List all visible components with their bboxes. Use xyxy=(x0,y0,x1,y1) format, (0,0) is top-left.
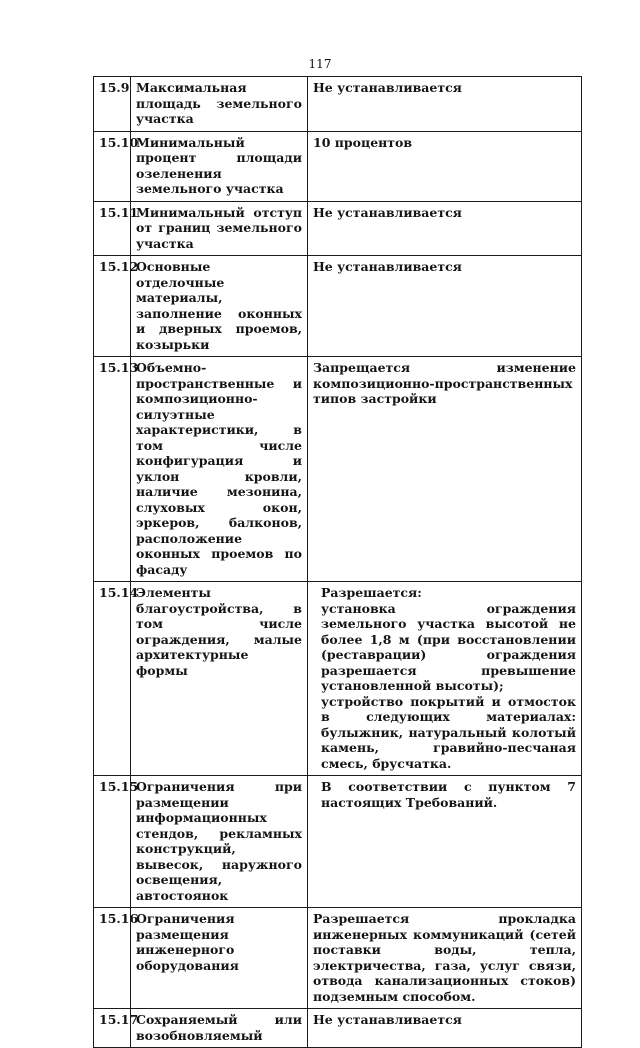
row-number: 15.11 xyxy=(94,201,131,256)
row-value xyxy=(308,776,582,908)
value-paragraph: В соответствии с пунктом 7 настоящих Требований. xyxy=(321,779,576,810)
table-row xyxy=(94,131,582,201)
row-number: 15.10 xyxy=(94,131,131,201)
row-parameter: Элементы благоустройства, в том числе ограждения, малые архитектурные формы xyxy=(131,582,308,776)
row-parameter: Объемно-пространственные и композиционно-силуэтные характеристики, в том числе конфигурация и уклон кровли, наличие мезонина, слуховых окон, эркеров, балконов, расположение оконных проемов по фасаду xyxy=(131,357,308,582)
row-value xyxy=(308,582,582,776)
table-row xyxy=(94,201,582,256)
value-paragraph: Разрешается прокладка инженерных коммуникаций (сетей поставки воды, тепла, электричества, газа, услуг связи, отвода канализационных стоков) подземным способом. xyxy=(313,911,576,1004)
value-paragraph: Разрешается: xyxy=(321,585,422,600)
value-paragraph: Не устанавливается xyxy=(313,80,462,95)
table-row xyxy=(94,908,582,1009)
row-value xyxy=(308,201,582,256)
row-value xyxy=(308,77,582,132)
row-parameter: Основные отделочные материалы, заполнение оконных и дверных проемов, козырьки xyxy=(131,256,308,357)
page-number: 117 xyxy=(308,57,332,71)
value-paragraph: устройство покрытий и отмосток в следующих материалах: булыжник, натуральный колотый камень, гравийно-песчаная смесь, брусчатка. xyxy=(321,693,576,771)
table-row xyxy=(94,1009,582,1048)
value-paragraph: 10 процентов xyxy=(313,134,413,150)
table-row xyxy=(94,256,582,357)
row-value xyxy=(308,1009,582,1048)
row-parameter: Сохраняемый или возобновляемый xyxy=(131,1009,308,1048)
row-parameter: Минимальный процент площади озеленения земельного участка xyxy=(131,131,308,201)
row-parameter: Ограничения размещения инженерного оборудования xyxy=(131,908,308,1009)
table-row xyxy=(94,357,582,582)
row-value xyxy=(308,131,582,201)
value-paragraph: установка ограждения земельного участка высотой не более 1,8 м (при восстановлении (реставрации) ограждения разрешается превышение установленной высоты); xyxy=(321,600,576,693)
row-number: 15.17 xyxy=(94,1009,131,1048)
row-value xyxy=(308,256,582,357)
table-row xyxy=(94,776,582,908)
value-paragraph: Не устанавливается xyxy=(313,259,462,274)
table-row xyxy=(94,582,582,776)
value-paragraph: Не устанавливается xyxy=(313,204,462,220)
row-value xyxy=(308,357,582,582)
requirements-table xyxy=(93,76,582,1048)
row-number: 15.13 xyxy=(94,357,131,582)
value-paragraph: Запрещается изменение композиционно-пространственных типов застройки xyxy=(313,360,576,406)
table-row xyxy=(94,77,582,132)
row-number: 15.14 xyxy=(94,582,131,776)
row-number: 15.9 xyxy=(94,77,131,132)
row-parameter: Ограничения при размещении информационных стендов, рекламных конструкций, вывесок, наружного освещения, автостоянок xyxy=(131,776,308,908)
row-number: 15.15 xyxy=(94,776,131,908)
row-number: 15.16 xyxy=(94,908,131,1009)
row-parameter: Максимальная площадь земельного участка xyxy=(131,77,308,132)
row-value xyxy=(308,908,582,1009)
row-parameter: Минимальный отступ от границ земельного участка xyxy=(131,201,308,256)
row-number: 15.12 xyxy=(94,256,131,357)
value-paragraph: Не устанавливается xyxy=(313,1012,462,1027)
